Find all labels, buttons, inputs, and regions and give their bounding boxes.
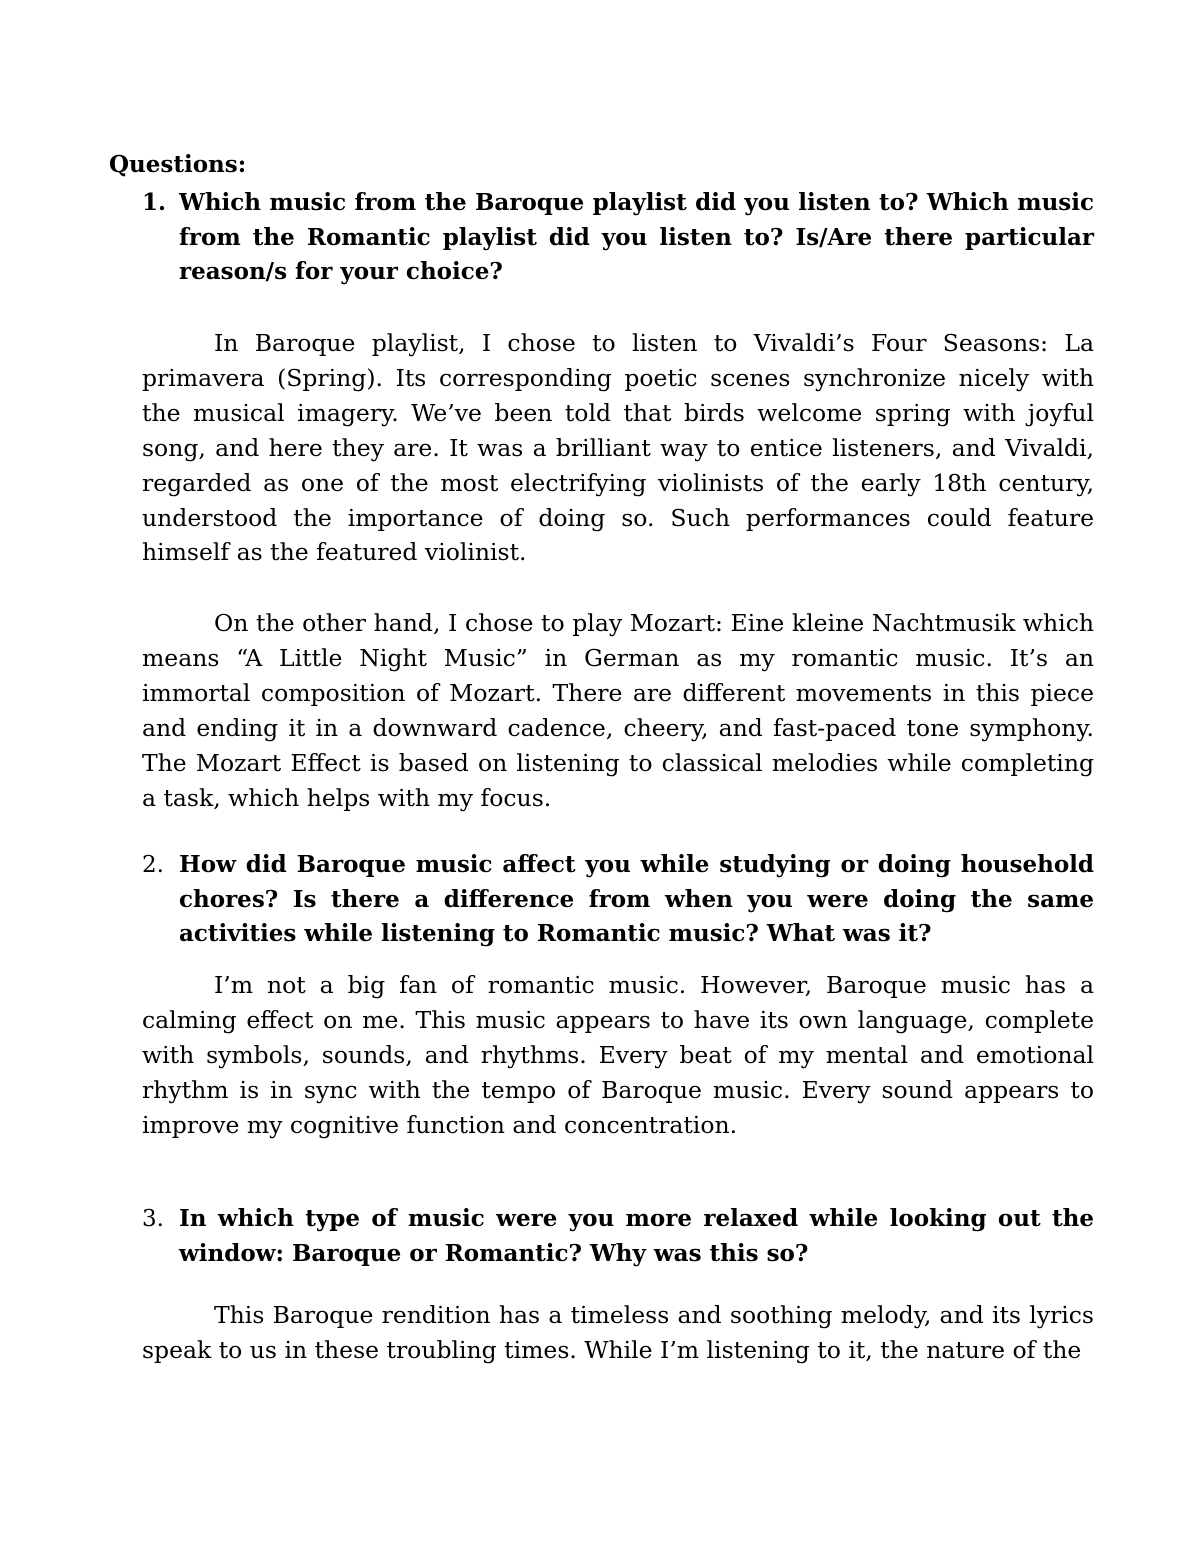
question-2 xyxy=(142,848,1094,952)
question-1 xyxy=(142,186,1094,290)
answer-1b: On the other hand, I chose to play Mozart: Eine kleine Nachtmusik which means “A Little Night Music” in German as my romantic music. It’s an immortal composition of Mozart. There are different movements in this piece and ending it in a downward cadence, cheery, and fast-paced tone symphony. The Mozart Effect is based on listening to classical melodies while completing a task, which helps with my focus. xyxy=(142,609,1094,812)
question-number: 3. xyxy=(142,1206,164,1232)
answer-1a: In Baroque playlist, I chose to listen to Vivaldi’s Four Seasons: La primavera (Spring). Its corresponding poetic scenes synchronize nicely with the musical imagery. We’ve been told that birds welcome spring with joyful song, and here they are. It was a brilliant way to entice listeners, and Vivaldi, regarded as one of the most electrifying violinists of the early 18th century, understood the importance of doing so. Such performances could feature himself as the featured violinist. xyxy=(142,329,1094,567)
question-number: 1. xyxy=(142,189,167,216)
answer-2: I’m not a big fan of romantic music. However, Baroque music has a calming effect on me. This music appears to have its own language, complete with symbols, sounds, and rhythms. Every beat of my mental and emotional rhythm is in sync with the tempo of Baroque music. Every sound appears to improve my cognitive function and concentration. xyxy=(142,971,1094,1139)
answer-3: This Baroque rendition has a timeless and soothing melody, and its lyrics speak to us in these troubling times. While I’m listening to it, the nature of the xyxy=(142,1301,1094,1364)
question-number: 2. xyxy=(142,852,164,878)
question-3 xyxy=(142,1202,1094,1271)
question-text: Which music from the Baroque playlist did you listen to? Which music from the Romantic playlist did you listen to? Is/Are there particular reason/s for your choice? xyxy=(179,189,1094,285)
page-heading: Questions: xyxy=(109,151,247,178)
question-text: In which type of music were you more relaxed while looking out the window: Baroque or Romantic? Why was this so? xyxy=(179,1205,1094,1267)
question-text: How did Baroque music affect you while studying or doing household chores? Is there a difference from when you were doing the same activities while listening to Romantic music? What was it? xyxy=(179,851,1094,947)
